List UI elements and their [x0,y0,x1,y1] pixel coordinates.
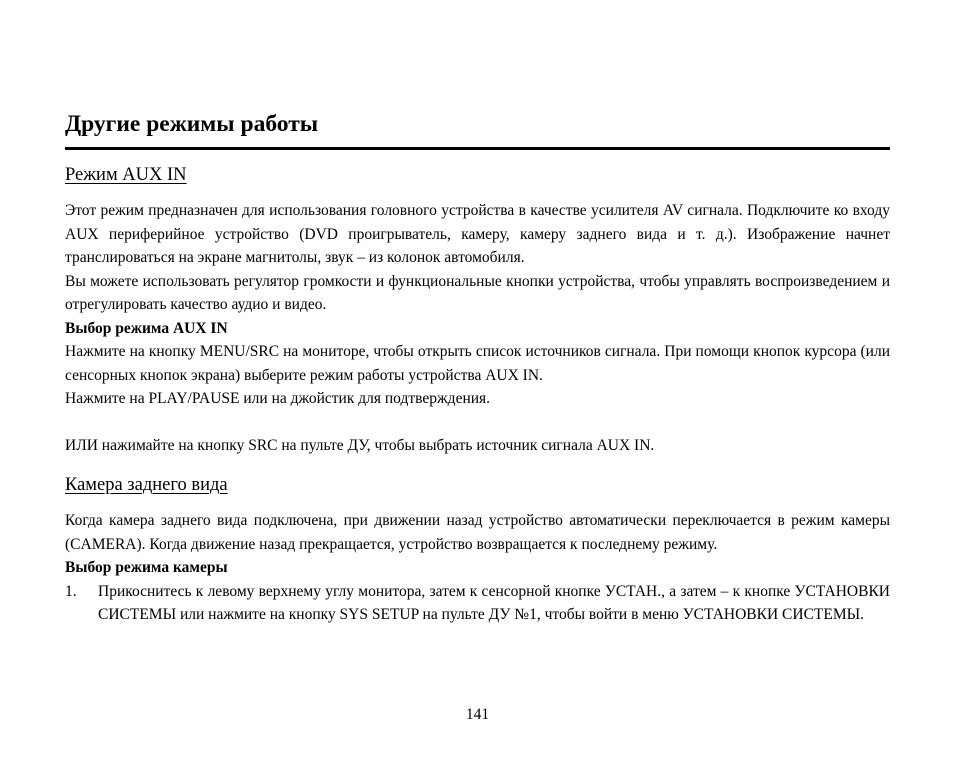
camera-mode-subheading: Выбор режима камеры [65,559,228,576]
aux-intro-paragraph: Этот режим предназначен для использования головного устройства в качестве усилителя AV сигнала. Подключите ко входу AUX периферийное устройство (DVD проигрыватель, камеру, камеру заднего вида и т. д.). Изображение начнет транслироваться на экране магнитолы, звук – из колонок автомобиля. [65,202,890,266]
aux-in-section-body [65,199,890,458]
numbered-list-item [65,580,890,627]
title-divider [65,147,890,150]
section-heading-rear-camera: Камера заднего вида [65,475,228,495]
aux-step-select-source: Нажмите на кнопку MENU/SRC на мониторе, чтобы открыть список источников сигнала. При помощи кнопок курсора (или сенсорных кнопок экрана) выберите режим работы устройства AUX IN. [65,343,890,384]
camera-intro-paragraph: Когда камера заднего вида подключена, при движении назад устройство автоматически переключается в режим камеры (CAMERA). Когда движение назад прекращается, устройство возвращается к последнему режиму. [65,512,890,553]
list-item-number: 1. [65,582,77,600]
chapter-title: Другие режимы работы [65,111,319,137]
list-item-text: Прикоснитесь к левому верхнему углу монитора, затем к сенсорной кнопке УСТАН., а затем – к кнопке УСТАНОВКИ СИСТЕМЫ или нажмите на кнопку SYS SETUP на пульте ДУ №1, чтобы войти в меню УСТАНОВКИ СИСТЕМЫ. [98,582,890,623]
aux-alternative-remote: ИЛИ нажимайте на кнопку SRC на пульте ДУ, чтобы выбрать источник сигнала AUX IN. [65,437,655,454]
paragraph-spacer [65,411,890,435]
aux-mode-subheading: Выбор режима AUX IN [65,319,228,337]
section-heading-aux-in: Режим AUX IN [65,165,187,185]
aux-controls-paragraph: Вы можете использовать регулятор громкости и функциональные кнопки устройства, чтобы управлять воспроизведением и отрегулировать качество аудио и видео. [65,272,890,313]
manual-page [65,0,890,781]
rear-camera-section-body [65,509,890,627]
page-number: 141 [465,706,490,723]
aux-step-confirm: Нажмите на PLAY/PAUSE или на джойстик для подтверждения. [65,390,491,407]
